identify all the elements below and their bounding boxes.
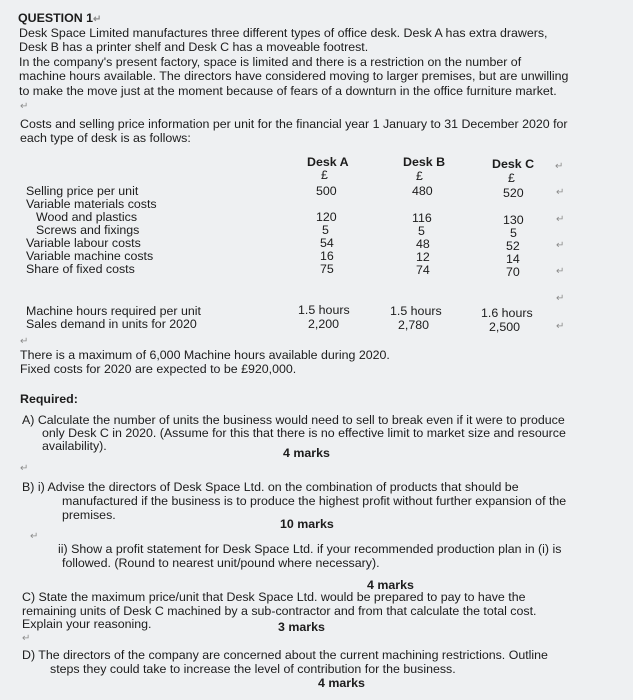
currency-c: £ — [508, 171, 515, 185]
currency-b: £ — [416, 169, 423, 183]
cell-c-sales-demand: 2,500 — [489, 320, 521, 334]
question-b2-line-1: ii) Show a profit statement for Desk Space Ltd. if your recommended production plan in (i) is — [58, 542, 562, 556]
cell-b-labour: 48 — [416, 237, 430, 251]
row-label-fixed-costs: Share of fixed costs — [26, 262, 135, 276]
paragraph-mark: ↵ — [556, 293, 565, 304]
row-label-variable-machine: Variable machine costs — [26, 249, 154, 263]
cell-b-screws: 5 — [418, 224, 425, 238]
question-b1-line-1: B) i) Advise the directors of Desk Space Ltd. on the combination of products that should be — [22, 480, 519, 494]
paragraph-mark: ↵ — [22, 633, 31, 644]
question-b2-marks: 4 marks — [367, 578, 414, 592]
costs-intro-line-2: each type of desk is as follows: — [20, 131, 191, 145]
cell-a-fixed: 75 — [320, 262, 334, 276]
row-label-wood-plastics: Wood and plastics — [36, 210, 138, 224]
currency-a: £ — [321, 168, 328, 182]
cell-c-machine-hours: 1.6 hours — [481, 306, 533, 320]
question-title: QUESTION 1↵ — [18, 11, 102, 25]
intro-line-3: In the company's present factory, space is limited and there is a restriction on the number of — [19, 55, 522, 69]
cell-c-selling-price: 520 — [503, 186, 524, 200]
question-a-line-1: A) Calculate the number of units the business would need to sell to break even if it were to produce — [22, 413, 565, 427]
paragraph-mark: ↵ — [20, 336, 29, 347]
paragraph-mark: ↵ — [556, 240, 565, 251]
paragraph-mark: ↵ — [555, 161, 564, 172]
question-b1-line-3: premises. — [62, 508, 116, 522]
paragraph-mark: ↵ — [556, 266, 565, 277]
required-heading: Required: — [20, 392, 78, 406]
question-d-line-2: steps they could take to increase the level of contribution for the business. — [50, 662, 456, 676]
question-b1-marks: 10 marks — [280, 517, 334, 531]
intro-line-4: machine hours available. The directors have considered moving to larger premises, but are unwilling — [19, 69, 569, 83]
paragraph-mark: ↵ — [20, 463, 29, 474]
question-c-line-3: Explain your reasoning. — [22, 617, 152, 631]
intro-line-5: to make the move just at the moment because of fears of a downturn in the office furniture market. — [19, 84, 557, 98]
cell-c-fixed: 70 — [506, 265, 520, 279]
cell-a-wood: 120 — [316, 210, 337, 224]
intro-line-1: Desk Space Limited manufactures three different types of office desk. Desk A has extra drawers, — [19, 26, 548, 40]
cell-a-sales-demand: 2,200 — [308, 317, 340, 331]
paragraph-mark: ↵ — [556, 321, 565, 332]
question-c-line-2: remaining units of Desk C machined by a sub-contractor and from that calculate the total cost. — [22, 604, 537, 618]
cell-b-sales-demand: 2,780 — [398, 318, 430, 332]
paragraph-mark: ↵ — [20, 101, 29, 112]
cell-c-labour: 52 — [506, 239, 520, 253]
cell-a-machine: 16 — [320, 249, 334, 263]
intro-line-2: Desk B has a printer shelf and Desk C has a moveable footrest. — [19, 40, 369, 54]
question-a-line-3: availability). — [42, 439, 107, 453]
constraint-fixed-costs: Fixed costs for 2020 are expected to be £920,000. — [20, 362, 297, 376]
cell-b-machine: 12 — [416, 250, 430, 264]
costs-intro-line-1: Costs and selling price information per unit for the financial year 1 January to 31 December 2020 for — [20, 117, 568, 131]
row-label-sales-demand: Sales demand in units for 2020 — [26, 317, 197, 331]
row-label-screws-fixings: Screws and fixings — [36, 223, 140, 237]
row-label-machine-hours: Machine hours required per unit — [26, 304, 201, 318]
row-label-variable-labour: Variable labour costs — [26, 236, 141, 250]
cell-a-selling-price: 500 — [316, 184, 337, 198]
cell-b-fixed: 74 — [416, 263, 430, 277]
paragraph-mark: ↵ — [556, 187, 565, 198]
question-b1-line-2: manufactured if the business is to produce the highest profit without further expansion of the — [62, 494, 567, 508]
column-header-desk-b: Desk B — [403, 155, 446, 169]
column-header-desk-c: Desk C — [492, 157, 535, 171]
cell-a-labour: 54 — [320, 236, 334, 250]
cell-c-machine: 14 — [506, 252, 520, 266]
question-d-marks: 4 marks — [318, 676, 365, 690]
row-label-selling-price: Selling price per unit — [26, 184, 139, 198]
question-b2-line-2: followed. (Round to nearest unit/pound where necessary). — [62, 556, 380, 570]
question-c-line-1: C) State the maximum price/unit that Desk Space Ltd. would be prepared to pay to have the — [22, 590, 526, 604]
cell-c-wood: 130 — [503, 213, 524, 227]
row-label-variable-materials: Variable materials costs — [26, 197, 157, 211]
cell-b-selling-price: 480 — [412, 184, 433, 198]
question-c-marks: 3 marks — [278, 620, 325, 634]
question-d-line-1: D) The directors of the company are concerned about the current machining restrictions. Outline — [22, 648, 548, 662]
constraint-machine-hours: There is a maximum of 6,000 Machine hours available during 2020. — [20, 348, 390, 362]
paragraph-mark: ↵ — [30, 531, 39, 542]
cell-b-machine-hours: 1.5 hours — [390, 304, 442, 318]
question-a-line-2: only Desk C in 2020. (Assume for this that there is no effective limit to market size and resource — [42, 426, 566, 440]
cell-a-machine-hours: 1.5 hours — [298, 303, 350, 317]
cell-c-screws: 5 — [510, 226, 517, 240]
question-a-marks: 4 marks — [283, 446, 330, 460]
cell-b-wood: 116 — [412, 211, 432, 225]
cell-a-screws: 5 — [322, 223, 329, 237]
paragraph-mark: ↵ — [556, 214, 565, 225]
column-header-desk-a: Desk A — [307, 155, 349, 169]
